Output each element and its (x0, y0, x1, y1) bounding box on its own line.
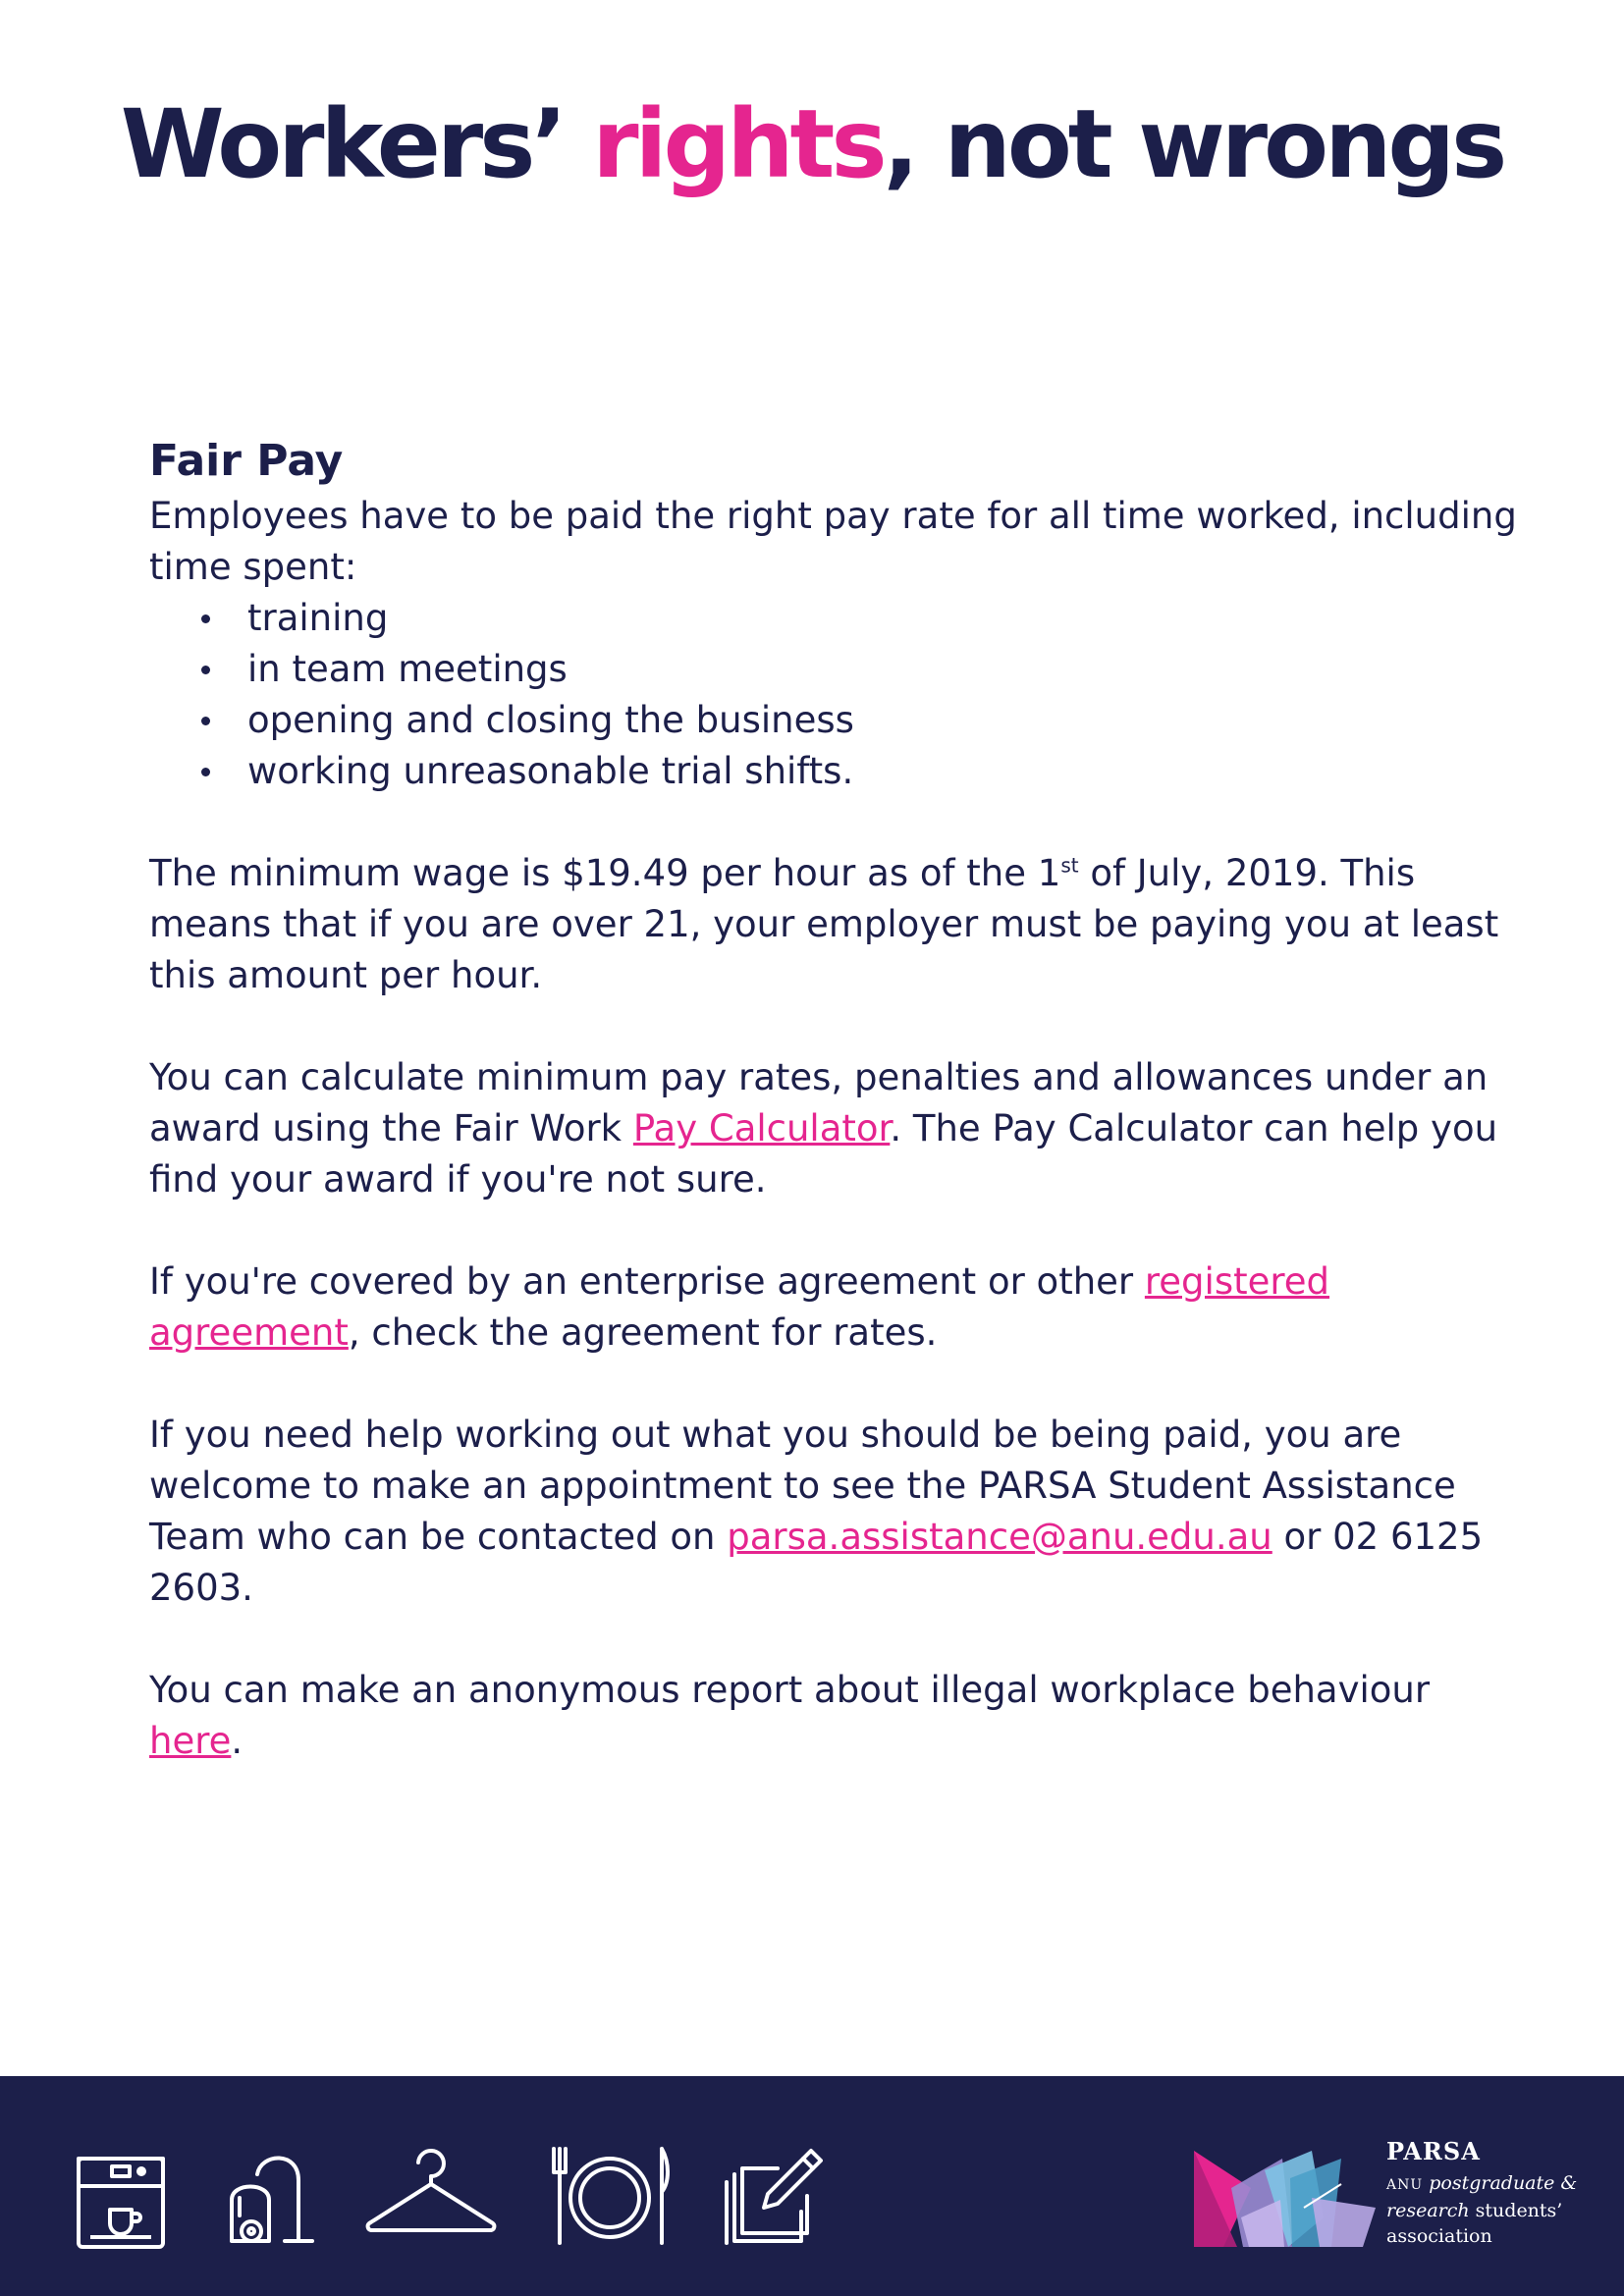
section-heading: Fair Pay (149, 436, 344, 486)
report-paragraph: You can make an anonymous report about illegal workplace behaviour here. (149, 1669, 1431, 1762)
pay-calculator-paragraph: You can calculate minimum pay rates, penalties and allowances under an award using the Fair Work Pay Calculator. The Pay Calculator can help you find your award if you're not sure. (149, 1056, 1498, 1201)
email-link[interactable]: parsa.assistance@anu.edu.au (727, 1516, 1272, 1558)
footer-bar (0, 2076, 1624, 2296)
list-item: working unreasonable trial shifts. (149, 746, 1524, 797)
report-here-link[interactable]: here (149, 1720, 232, 1762)
list-item: training (149, 593, 1524, 644)
list-item: in team meetings (149, 644, 1524, 695)
notepad-pen-icon (721, 2145, 823, 2247)
main-content (149, 432, 1524, 1818)
agreement-paragraph: If you're covered by an enterprise agreement or other registered agreement, check the agreement for rates. (149, 1260, 1330, 1354)
parsa-logo-mark (1194, 2149, 1380, 2249)
title-accent: rights (592, 89, 884, 199)
list-item: opening and closing the business (149, 695, 1524, 746)
brand-name: PARSA (1386, 2137, 1481, 2165)
clothes-hanger-icon (365, 2145, 497, 2233)
bullet-list (149, 593, 1524, 797)
brand-tagline: ANU postgraduate & research students’ association (1386, 2172, 1578, 2247)
parsa-logo (1194, 2137, 1606, 2255)
page-title (0, 90, 1624, 198)
intro-paragraph: Employees have to be paid the right pay rate for all time worked, including time spent: (149, 495, 1517, 588)
pay-calculator-link[interactable]: Pay Calculator (632, 1107, 891, 1149)
assistance-paragraph: If you need help working out what you should be being paid, you are welcome to make an appointment to see the PARSA Student Assistance Team who can be contacted on parsa.assistance@anu.edu.au or 02 6125 2603. (149, 1414, 1484, 1609)
title-part-2: , not wrongs (883, 89, 1504, 199)
coffee-machine-icon (75, 2155, 167, 2251)
registered-agreement-link[interactable]: registered agreement (149, 1260, 1330, 1354)
minimum-wage-paragraph: The minimum wage is $19.49 per hour as of the 1st of July, 2019. This means that if you are over 21, your employer must be paying you at least this amount per hour. (149, 852, 1499, 996)
vacuum-cleaner-icon (218, 2147, 316, 2249)
title-part-1: Workers’ (120, 89, 593, 199)
plate-cutlery-icon (546, 2145, 674, 2247)
